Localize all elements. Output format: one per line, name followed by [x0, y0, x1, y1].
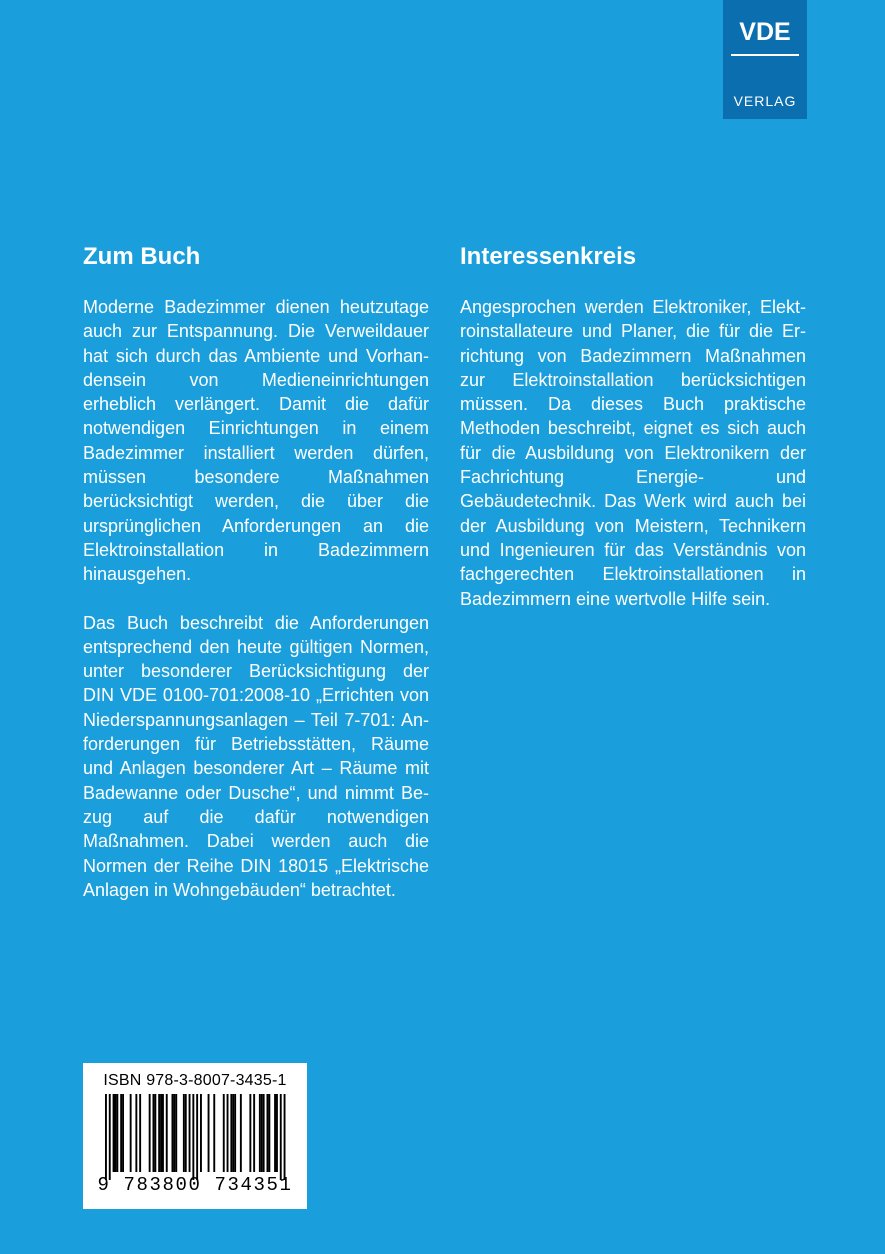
barcode-bar [116, 1094, 118, 1172]
isbn-label: ISBN 978-3-8007-3435-1 [103, 1072, 287, 1089]
barcode-bar [154, 1094, 156, 1172]
barcode-bar [113, 1094, 115, 1172]
barcode-bar [213, 1094, 215, 1172]
barcode-bar [208, 1094, 210, 1172]
barcode-bar [223, 1094, 225, 1172]
logo-brand: VDE [739, 18, 791, 46]
barcode-bar [160, 1094, 162, 1172]
left-heading: Zum Buch [83, 243, 201, 270]
barcode-bar [185, 1094, 187, 1172]
barcode-bar [173, 1094, 175, 1172]
left-paragraph-1: Moderne Badezimmer dienen heutzutage auch zur Entspannung. Die Verweildauer hat sich durch das Ambiente und Vorhandensein von Medieneinrichtungen erheblich verlängert. Damit die dafür notwendigen Einrichtungen in einem Badezimmer installiert werden dürfen, müssen besondere Maßnahmen berücksichtigt werden, die über die ursprünglichen Anforderungen an die Elektroinstallation in Badezimmern hinausgehen. [83, 297, 429, 585]
left-paragraph-2: Das Buch beschreibt die Anforderungen entsprechend den heute gültigen Normen, unter besonderer Berücksichtigung der DIN VDE 0100-701:2008-10 „Errichten von Niederspannungsanlagen – Teil 7-701: Anforderungen für Betriebsstätten, Räume und Anlagen besonderer Art – Räume mit Badewanne oder Dusche“, und nimmt Bezug auf die dafür notwendigen Maßnahmen. Dabei werden auch die Normen der Reihe DIN 18015 „Elektrische Anlagen in Wohngebäuden“ betrachtet. [83, 612, 429, 900]
barcode-bar [259, 1094, 261, 1172]
barcode-bar [284, 1094, 286, 1180]
barcode-bar [130, 1094, 132, 1172]
barcode-bar [268, 1094, 270, 1172]
barcode-digits: 9 783800 734351 [97, 1174, 293, 1196]
barcode-bar [175, 1094, 177, 1172]
barcode-bar [261, 1094, 263, 1172]
barcode-bar [158, 1094, 160, 1172]
barcode-bar [105, 1094, 107, 1180]
logo-divider [731, 54, 799, 56]
barcode-bar [120, 1094, 122, 1172]
barcode-bar [253, 1094, 255, 1172]
barcode-bar [227, 1094, 229, 1172]
barcode-bar [280, 1094, 282, 1180]
barcode-bar [115, 1094, 117, 1172]
barcode-bar [263, 1094, 265, 1172]
right-paragraph-1: Angesprochen werden Elektroniker, Elektroinstallateure und Planer, die für die Errichtung von Badezimmern Maßnahmen zur Elektroinstallation berücksichtigen müssen. Da dieses Buch praktische Methoden beschreibt, eignet es sich auch für die Ausbildung von Elektronikern der Fachrichtung Energie- und Gebäudetechnik. Das Werk wird auch bei der Ausbildung von Meistern, Technikern und Ingenieuren für das Verständnis von fachgerechten Elektroinstallationen in Badezimmern eine wertvolle Hilfe sein. [460, 297, 806, 609]
barcode-bar [276, 1094, 278, 1172]
barcode-bar [274, 1094, 276, 1172]
barcode-bar [232, 1094, 234, 1172]
barcode-bar [149, 1094, 151, 1172]
barcode-bar [109, 1094, 111, 1180]
barcode-bar [135, 1094, 137, 1172]
barcode-bar [267, 1094, 269, 1172]
barcode-bar [240, 1094, 242, 1172]
barcode-bar [122, 1094, 124, 1172]
left-column [83, 241, 429, 902]
barcode-bar [189, 1094, 191, 1172]
barcode-bar [172, 1094, 174, 1172]
right-heading: Interessenkreis [460, 243, 637, 270]
barcode-bar [162, 1094, 164, 1172]
barcode-bar [234, 1094, 236, 1172]
barcode-panel [83, 1063, 307, 1209]
barcode-bar [249, 1094, 251, 1172]
barcode-bar [192, 1094, 194, 1180]
vde-verlag-logo [723, 0, 807, 119]
barcode-bar [230, 1094, 232, 1172]
barcode-bar [153, 1094, 155, 1172]
barcode-bar [166, 1094, 168, 1172]
right-column [460, 241, 806, 611]
barcode-bar [200, 1094, 202, 1172]
barcode-bar [196, 1094, 198, 1180]
barcode-bar [183, 1094, 185, 1172]
barcode-bar [139, 1094, 141, 1172]
logo-publisher: VERLAG [733, 93, 797, 109]
